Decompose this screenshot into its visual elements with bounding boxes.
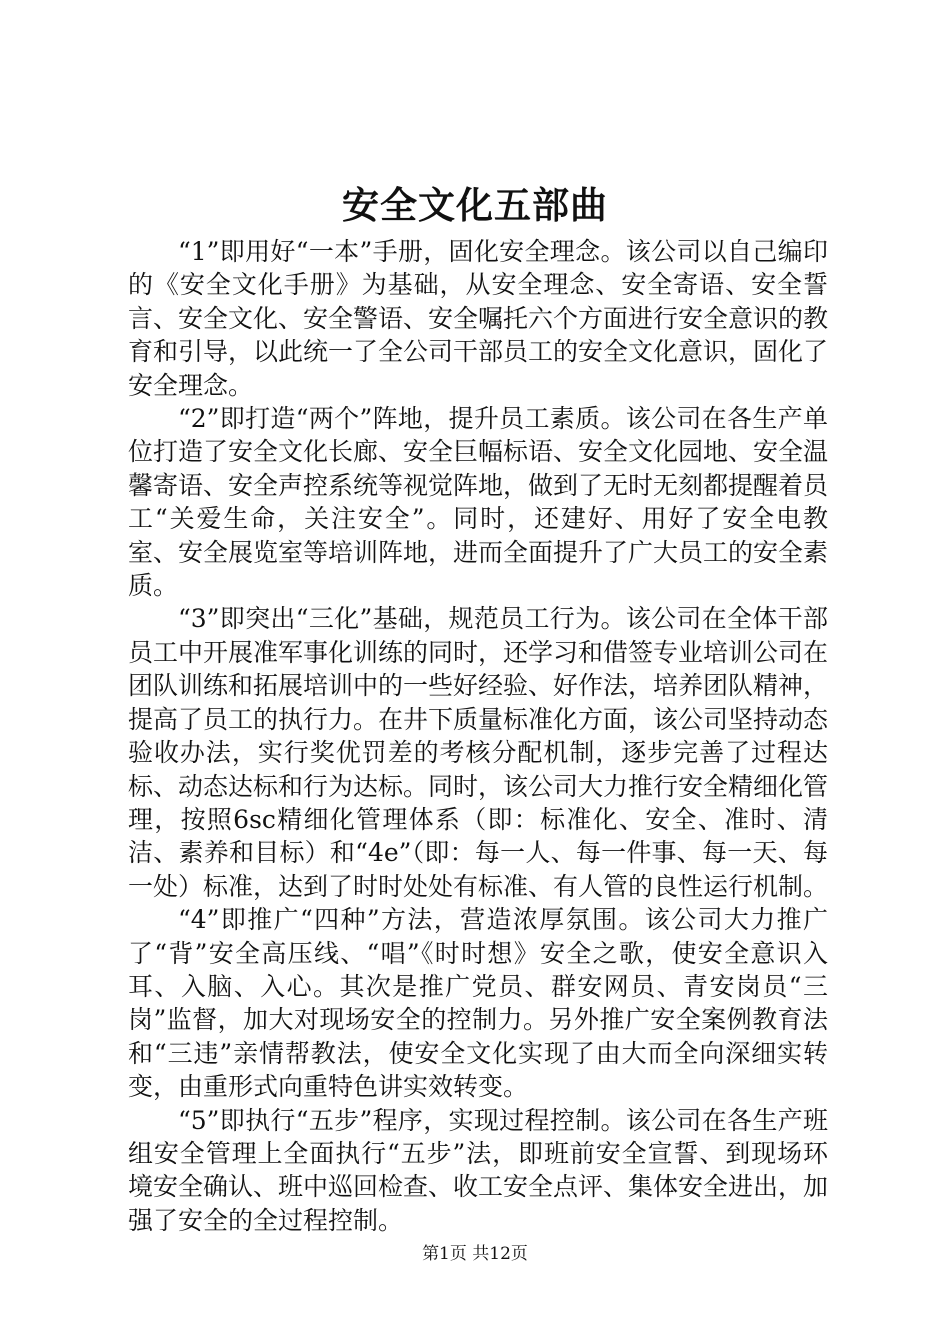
paragraph-4: “4”即推广“四种”方法，营造浓厚氛围。该公司大力推广了“背”安全高压线、“唱”《时时想》安全之歌，使安全意识入耳、入脑、入心。其次是推广党员、群安网员、青安岗员“三岗”监督，加大对现场安全的控制力。另外推广安全案例教育法和“三违”亲情帮教法，使安全文化实现了由大而全向深细实转变，由重形式向重特色讲实效转变。 <box>128 905 828 1102</box>
document-body <box>128 235 828 1237</box>
document-title: 安全文化五部曲 <box>342 183 608 227</box>
paragraph-1: “1”即用好“一本”手册，固化安全理念。该公司以自己编印的《安全文化手册》为基础，从安全理念、安全寄语、安全誓言、安全文化、安全警语、安全嘱托六个方面进行安全意识的教育和引导，以此统一了全公司干部员工的安全文化意识，固化了安全理念。 <box>128 237 829 400</box>
paragraph-3: “3”即突出“三化”基础，规范员工行为。该公司在全体干部员工中开展准军事化训练的同时，还学习和借签专业培训公司在团队训练和拓展培训中的一些好经验、好作法，培养团队精神，提高了员工的执行力。在井下质量标准化方面，该公司坚持动态验收办法，实行奖优罚差的考核分配机制，逐步完善了过程达标、动态达标和行为达标。同时，该公司大力推行安全精细化管理，按照6sc精细化管理体系（即：标准化、安全、准时、清洁、素养和目标）和“4e”（即：每一人、每一件事、每一天、每一处）标准，达到了时时处处有标准、有人管的良性运行机制。 <box>128 604 829 901</box>
paragraph-2: “2”即打造“两个”阵地，提升员工素质。该公司在各生产单位打造了安全文化长廊、安全巨幅标语、安全文化园地、安全温馨寄语、安全声控系统等视觉阵地，做到了无时无刻都提醒着员工“关爱生命，关注安全”。同时，还建好、用好了安全电教室、安全展览室等培训阵地，进而全面提升了广大员工的安全素质。 <box>128 404 829 601</box>
page-number-footer: 第1页 共12页 <box>422 1244 528 1264</box>
paragraph-5: “5”即执行“五步”程序，实现过程控制。该公司在各生产班组安全管理上全面执行“五步”法，即班前安全宣誓、到现场环境安全确认、班中巡回检查、收工安全点评、集体安全进出，加强了安全的全过程控制。 <box>128 1105 829 1235</box>
